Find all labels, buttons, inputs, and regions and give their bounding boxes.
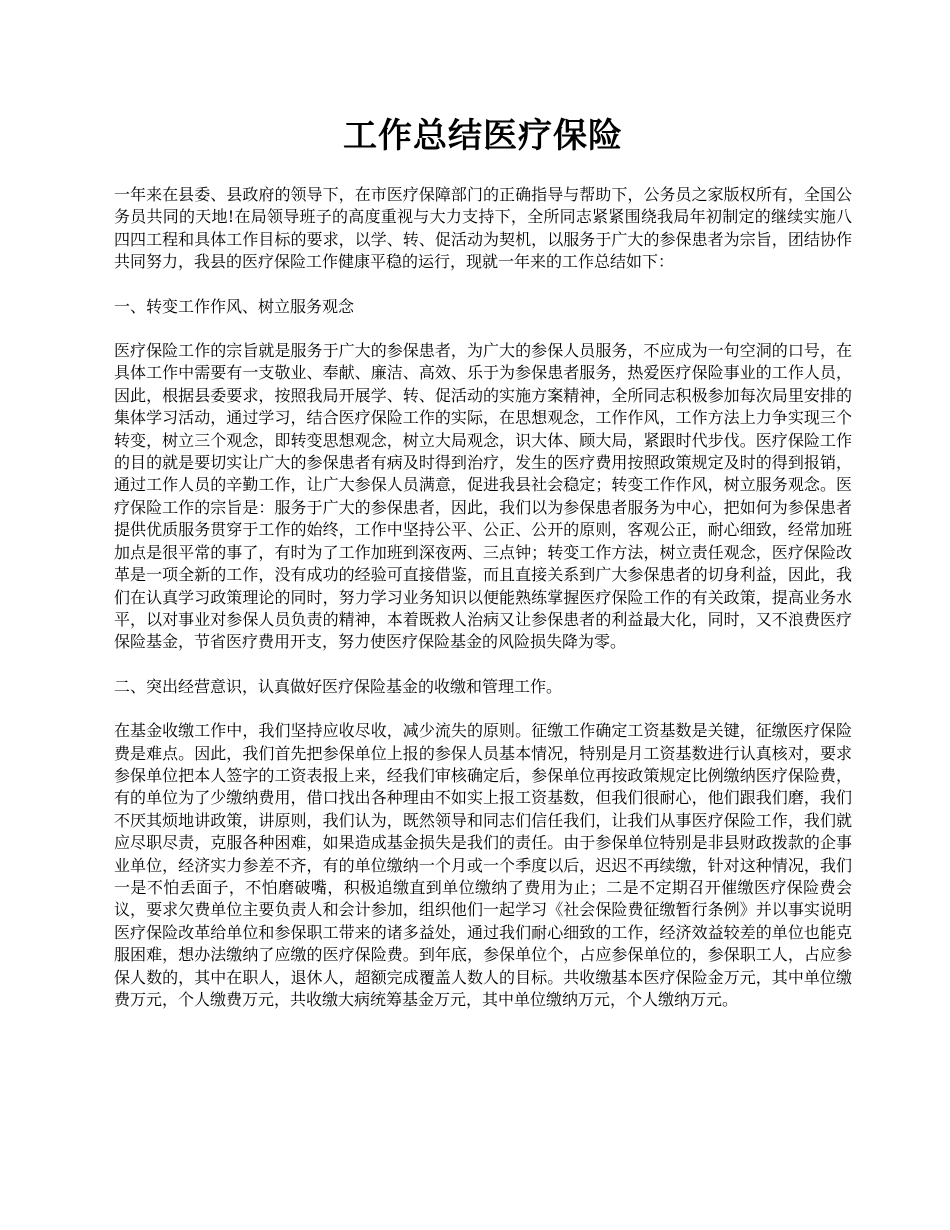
intro-paragraph: 一年来在县委、县政府的领导下，在市医疗保障部门的正确指导与帮助下，公务员之家版权所有，全国公务员共同的天地!在局领导班子的高度重视与大力支持下，全所同志紧紧围绕我局年初制定的继续实施八四四工程和具体工作目标的要求，以学、转、促活动为契机，以服务于广大的参保患者为宗旨，团结协作共同努力，我县的医疗保险工作健康平稳的运行，现就一年来的工作总结如下： <box>114 185 852 272</box>
section-2-heading: 二、突出经营意识，认真做好医疗保险基金的收缴和管理工作。 <box>114 676 563 696</box>
section-1-heading: 一、转变工作作风、树立服务观念 <box>114 296 355 316</box>
section-2-paragraph: 在基金收缴工作中，我们坚持应收尽收，减少流失的原则。征缴工作确定工资基数是关键，征缴医疗保险费是难点。因此，我们首先把参保单位上报的参保人员基本情况，特别是月工资基数进行认真核对，要求参保单位把本人签字的工资表报上来，经我们审核确定后，参保单位再按政策规定比例缴纳医疗保险费，有的单位为了少缴纳费用，借口找出各种理由不如实上报工资基数，但我们很耐心，他们跟我们磨，我们不厌其烦地讲政策，讲原则，我们认为，既然领导和同志们信任我们，让我们从事医疗保险工作，我们就应尽职尽责，克服各种困难，如果造成基金损失是我们的责任。由于参保单位特别是非县财政拨款的企事业单位，经济实力参差不齐，有的单位缴纳一个月或一个季度以后，迟迟不再续缴，针对这种情况，我们一是不怕丢面子，不怕磨破嘴，积极追缴直到单位缴纳了费用为止；二是不定期召开催缴医疗保险费会议，要求欠费单位主要负责人和会计参加，组织他们一起学习《社会保险费征缴暂行条例》并以事实说明医疗保险改革给单位和参保职工带来的诸多益处，通过我们耐心细致的工作，经济效益较差的单位也能克服困难，想办法缴纳了应缴的医疗保险费。到年底，参保单位个，占应参保单位的，参保职工人，占应参保人数的，其中在职人，退休人，超额完成覆盖人数人的目标。共收缴基本医疗保险金万元，其中单位缴费万元，个人缴费万元，共收缴大病统筹基金万元，其中单位缴纳万元，个人缴纳万元。 <box>114 721 852 1009</box>
document-page <box>114 112 852 1033</box>
document-title: 工作总结医疗保险 <box>343 116 623 156</box>
section-1-paragraph: 医疗保险工作的宗旨就是服务于广大的参保患者，为广大的参保人员服务，不应成为一句空洞的口号，在具体工作中需要有一支敬业、奉献、廉洁、高效、乐于为参保患者服务，热爱医疗保险事业的工作人员，因此，根据县委要求，按照我局开展学、转、促活动的实施方案精神，全所同志积极参加每次局里安排的集体学习活动，通过学习，结合医疗保险工作的实际，在思想观念，工作作风，工作方法上力争实现三个转变，树立三个观念，即转变思想观念，树立大局观念，识大体、顾大局，紧跟时代步伐。医疗保险工作的目的就是要切实让广大的参保患者有病及时得到治疗，发生的医疗费用按照政策规定及时的得到报销，通过工作人员的辛勤工作，让广大参保人员满意，促进我县社会稳定；转变工作作风，树立服务观念。医疗保险工作的宗旨是：服务于广大的参保患者，因此，我们以为参保患者服务为中心，把如何为参保患者提供优质服务贯穿于工作的始终，工作中坚持公平、公正、公开的原则，客观公正，耐心细致，经常加班加点是很平常的事了，有时为了工作加班到深夜两、三点钟；转变工作方法，树立责任观念，医疗保险改革是一项全新的工作，没有成功的经验可直接借鉴，而且直接关系到广大参保患者的切身利益，因此，我们在认真学习政策理论的同时，努力学习业务知识以便能熟练掌握医疗保险工作的有关政策，提高业务水平，以对事业对参保人员负责的精神，本着既救人治病又让参保患者的利益最大化，同时，又不浪费医疗保险基金，节省医疗费用开支，努力使医疗保险基金的风险损失降为零。 <box>114 341 852 652</box>
